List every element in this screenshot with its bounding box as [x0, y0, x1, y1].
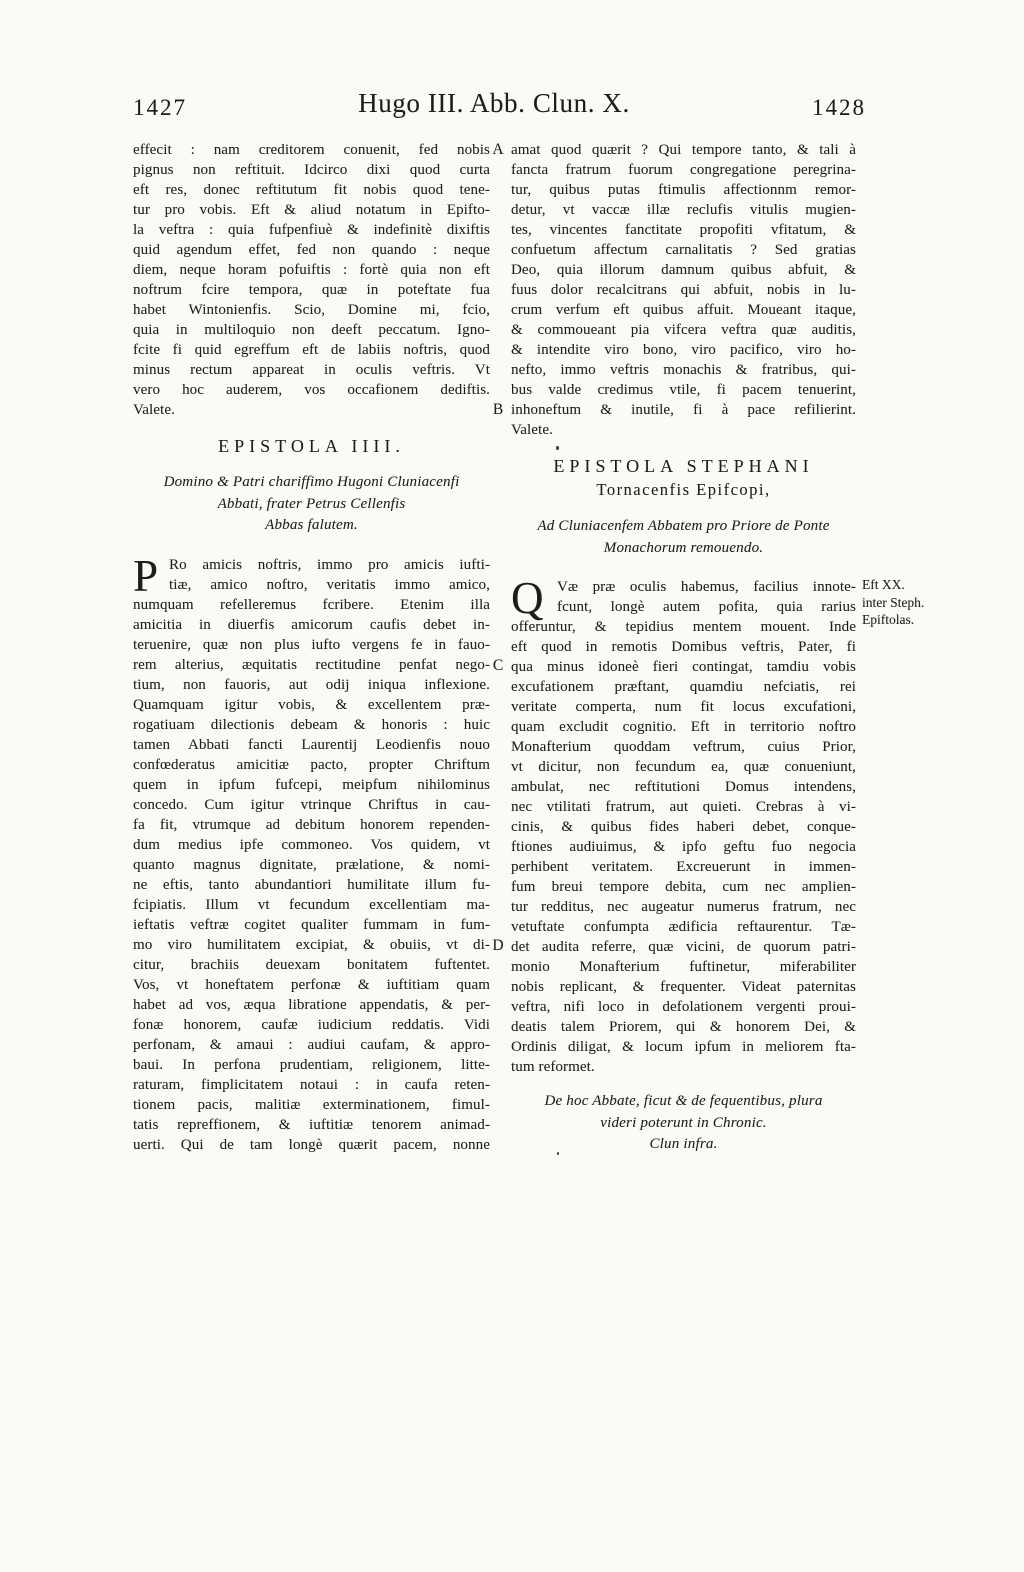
text-line: Valete. — [133, 402, 175, 418]
text-line: confœderatus amicitiæ pacto, propter Chriftum — [133, 756, 490, 773]
closing-note — [511, 1091, 856, 1156]
gutter-letter: B — [492, 401, 504, 418]
salutation-line: Ad Cluniacenfem Abbatem pro Priore de Ponte — [537, 518, 830, 534]
drop-cap: P — [133, 550, 159, 601]
page-number-left: 1427 — [133, 95, 187, 120]
text-line: veritate comperta, num fit locus excufationi, — [511, 699, 856, 715]
text-line: nobis replicant, & frequenter. Videat paternitas — [511, 979, 856, 995]
text-line: nefto, immo veftris monachis & fratribus, qui- — [511, 362, 856, 378]
text-line: fcipiatis. Illum vt fecundum excellentiam ma- — [133, 896, 490, 913]
margin-note-line: inter Steph. — [862, 594, 925, 610]
text-line: fa fit, vtrumque ad debitum honorem rependen- — [133, 816, 490, 833]
text-line: fancta fratrum fuorum congregatione peregrina- — [511, 162, 856, 178]
text-line: & commoueant pia vifcera veftra quæ auditis, — [511, 322, 856, 338]
text-line: amat quod quærit ? Qui tempore tanto, & tali à — [511, 142, 856, 158]
text-line: teruenire, quæ non plus iufto vergens fe in fauo- — [133, 636, 490, 653]
text-line: quanto magnus dignitate, prælatione, & nomi- — [133, 856, 490, 873]
text-line: perhibent veritatem. Excreuerunt in immen- — [511, 859, 856, 875]
salutation-line: Domino & Patri chariffimo Hugoni Cluniacenfi — [163, 474, 460, 490]
text-line: noftrum fcire tempora, quæ in poteftate fua — [133, 282, 490, 298]
text-line: tur pro vobis. Eft & aliud notatum in Epifto- — [133, 202, 490, 218]
epistola-heading-block — [511, 454, 856, 502]
salutation — [511, 516, 856, 559]
salutation-line: Abbas falutem. — [265, 517, 358, 533]
running-title: Hugo III. Abb. Clun. X. — [358, 88, 630, 118]
text-line: ftiones audiuimus, & ipfo geftu fuo negocia — [511, 839, 856, 855]
text-line: detur, vt vaccæ illæ reclufis vitulis mugien- — [511, 202, 856, 218]
epistola-heading: EPISTOLA IIII. — [218, 436, 405, 456]
text-line: Væ præ oculis habemus, facilius innote- — [557, 579, 856, 595]
salutation-line: De hoc Abbate, ficut & de fequentibus, plura — [544, 1093, 823, 1109]
paragraph — [133, 550, 490, 1155]
text-line: confuetum affectum carnalitatis ? Sed gratias — [511, 242, 856, 258]
margin-note-line: Epiftolas. — [862, 612, 915, 627]
salutation-line: videri poterunt in Chronic. — [600, 1114, 767, 1131]
text-line: fum breui tempore debita, cum nec amplien- — [511, 879, 856, 895]
text-line: Vos, vt honeftatem perfonæ & iuftitiam quam — [133, 976, 490, 993]
text-line: quia in multiloquio non deeft peccatum. Igno- — [133, 322, 490, 338]
text-line: minus rectum appareat in oculis veftris. Vt — [133, 362, 490, 378]
text-line: diem, neque horam pofuiftis : fortè quia non eft — [133, 262, 490, 278]
epistola-heading-block — [133, 434, 490, 458]
text-line: Quamquam igitur vobis, & excellentem præ- — [133, 696, 490, 713]
paragraph — [511, 573, 856, 1077]
text-line: rem alterius, æquitatis rectitudine penfat nego- — [133, 656, 490, 673]
text-line: cinis, & quibus fides haberi debet, conque- — [511, 819, 856, 835]
text-line: dum medius ipfe commoneo. Vos quidem, vt — [133, 836, 490, 853]
text-line: numquam refelleremus fcribere. Etenim illa — [133, 596, 490, 613]
salutation — [133, 472, 490, 537]
text-line: habet Wintonienfis. Scio, Domine mi, fcio, — [133, 302, 490, 318]
text-line: nec vtilitati fratrum, aut quieti. Crebras à vi- — [511, 799, 856, 815]
text-line: quem in ipfum fufcepi, meipfum nihilominus — [133, 776, 490, 793]
margin-note — [862, 576, 980, 629]
text-line: fcunt, longè autem pofita, quia rarius — [557, 599, 856, 615]
scan-speck — [557, 1152, 559, 1155]
text-line: ne eftis, tanto abundantiori humilitate illum fu- — [133, 876, 490, 893]
text-line: tes, vincentes fanctitate propofiti vfitatum, & — [511, 222, 856, 238]
text-line: monio Monafterium fuftinetur, miferabiliter — [511, 959, 856, 975]
text-line: fcite fi quid egreffum eft de labiis noftris, quod — [133, 342, 490, 358]
gutter-letter: A — [492, 141, 504, 158]
text-line: effecit : nam creditorem conuenit, fed nobis — [133, 142, 490, 158]
text-line: vetuftate confumpta ædificia reftaurentur. Tæ- — [511, 919, 856, 935]
text-line: eft res, donec reftitutum fit nobis quod tene- — [133, 182, 490, 198]
text-line: Ordinis diligat, & locum ipfum in meliorem fta- — [511, 1039, 856, 1055]
text-line: perfonam, & amaui : audiui caufam, & appro- — [133, 1036, 490, 1053]
text-line: Deo, quia illorum damnum quibus abfuit, & — [511, 262, 856, 278]
text-line: citur, brachiis deuexam bonitatem fuftentet. — [133, 956, 490, 973]
text-line: tiæ, amico noftro, veritatis immo amico, — [169, 576, 490, 593]
left-text-column — [133, 140, 490, 1155]
gutter-letter: D — [492, 937, 504, 954]
text-line: tur redditus, nec augeatur numerus fratrum, nec — [511, 899, 856, 915]
paragraph — [511, 140, 856, 440]
margin-note-line: Eft XX. — [862, 577, 905, 592]
text-line: ieftatis veftræ cogitet qualiter fummam in fum- — [133, 916, 490, 933]
text-line: crum verfum eft quibus affuit. Moueant itaque, — [511, 302, 856, 318]
epistola-subheading: Tornacenfis Epifcopi, — [596, 480, 771, 499]
salutation-line: Clun infra. — [649, 1136, 718, 1152]
text-line: rogatiuam dilectionis debeam & honoris : huic — [133, 716, 490, 733]
text-line: offeruntur, & tepidius mentem mouent. Inde — [511, 619, 856, 635]
text-line: tum reformet. — [511, 1059, 595, 1075]
paragraph — [133, 140, 490, 420]
text-line: ambulat, nec reftitutioni Domus intendens, — [511, 779, 856, 795]
text-line: fuus dolor recalcitrans qui abfuit, nobis in lu- — [511, 282, 856, 298]
text-line: tionem pacis, malitiæ exterminationem, fimul- — [133, 1096, 490, 1113]
text-line: tium, non fauoris, aut odij iniqua inflexione. — [133, 676, 490, 693]
text-line: vero hoc auderem, vos occafionem dediftis. — [133, 382, 490, 398]
page-number-right: 1428 — [812, 95, 866, 120]
text-line: amicitia in diuerfis amicorum caufis debet in- — [133, 616, 490, 633]
text-line: baui. In perfona prudentiam, religionem, litte- — [133, 1056, 490, 1073]
text-line: eft quod in remotis Domibus veftris, Pater, fi — [511, 639, 856, 655]
gutter-letter: C — [492, 657, 504, 674]
text-line: mo viro humilitatem excipiat, & obuiis, vt di- — [133, 936, 490, 953]
text-line: fonæ honorem, caufæ iudicium reddatis. Vidi — [133, 1016, 490, 1033]
epistola-heading: EPISTOLA STEPHANI — [553, 456, 814, 476]
text-line: quam excludit cognitio. Eft in territorio noftro — [511, 719, 856, 735]
text-line: veftra, nifi loco in defolationem vergenti proui- — [511, 999, 856, 1015]
drop-cap: Q — [511, 573, 544, 623]
text-line: concedo. Cum igitur vtrinque Chriftus in cau- — [133, 796, 490, 813]
text-line: Monafterium quoddam veftrum, cuius Prior, — [511, 739, 856, 755]
salutation-line: Monachorum remouendo. — [603, 539, 764, 556]
text-line: Valete. — [511, 422, 553, 438]
text-line: excufationem præftant, quamdiu nefciatis, rei — [511, 679, 856, 695]
text-line: quid agendum effet, fed non quando : neque — [133, 242, 490, 258]
text-line: tatis repreffionem, & iuftitiæ tenorem animad- — [133, 1116, 490, 1133]
text-line: bus valde credimus vtile, fi pacem tenuerint, — [511, 382, 856, 398]
text-line: uerti. Qui de tam longè quærit pacem, nonne — [133, 1136, 490, 1153]
text-line: deatis talem Priorem, qui & honorem Dei, & — [511, 1019, 856, 1035]
text-line: & intendite viro bono, viro pacifico, viro ho- — [511, 342, 856, 358]
text-line: pignus non reftituit. Idcirco dixi quod curta — [133, 162, 490, 178]
text-line: qua minus idoneè fieri contingat, tamdiu vobis — [511, 659, 856, 675]
scan-speck — [556, 446, 559, 450]
text-line: inhoneftum & inutile, fi à pace refilierint. — [511, 402, 856, 418]
text-line: Ro amicis noftris, immo pro amicis iufti- — [169, 556, 490, 573]
text-line: raturam, fimplicitatem notaui : in caufa reten- — [133, 1076, 490, 1093]
text-line: vt dicitur, non fecundum ea, quæ conueniunt, — [511, 759, 856, 775]
salutation-line: Abbati, frater Petrus Cellenfis — [217, 495, 406, 512]
text-line: habet ad vos, æqua libratione appendatis, & per- — [133, 996, 490, 1013]
text-line: tamen Abbati fancti Laurentij Leodienfis nouo — [133, 736, 490, 753]
right-text-column — [511, 140, 856, 1156]
text-line: la veftra : quia fufpenfiuè & indefinitè dixiftis — [133, 222, 490, 238]
text-line: det audita referre, quæ vicini, de quorum patri- — [511, 939, 856, 955]
text-line: tur, quibus putas ftimulis affectionnm remor- — [511, 182, 856, 198]
